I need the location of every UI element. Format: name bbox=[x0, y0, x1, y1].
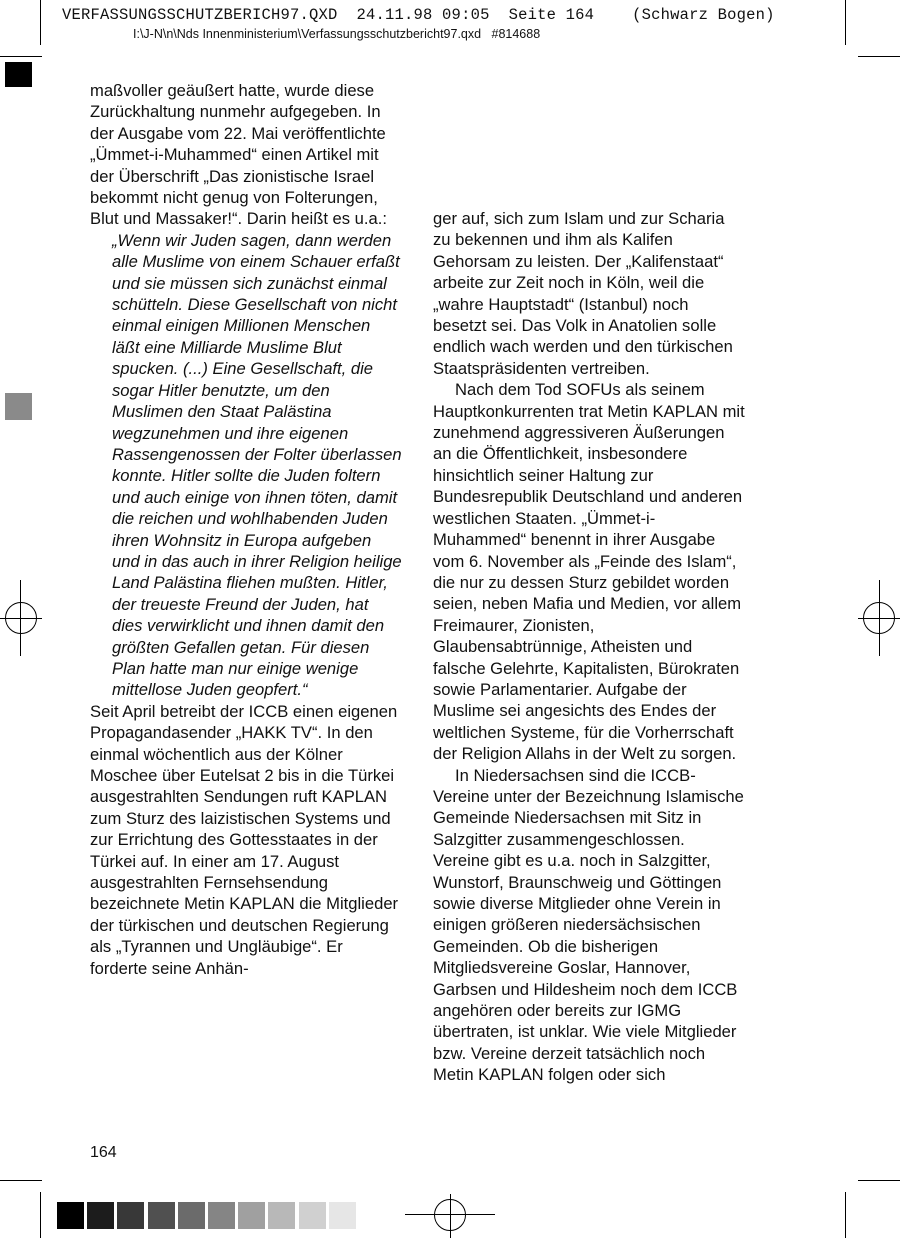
gray-swatch bbox=[238, 1202, 265, 1229]
page-number: 164 bbox=[90, 1144, 117, 1161]
left-text-column bbox=[90, 80, 402, 979]
crop-mark-bottom-right-v bbox=[845, 1192, 846, 1238]
gray-swatch bbox=[178, 1202, 205, 1229]
gray-swatch bbox=[208, 1202, 235, 1229]
gray-swatch bbox=[148, 1202, 175, 1229]
gray-swatch bbox=[329, 1202, 356, 1229]
crop-mark-top-left-h bbox=[0, 56, 42, 57]
crop-mark-bottom-left-h bbox=[0, 1180, 42, 1181]
crop-mark-top-right-v bbox=[845, 0, 846, 45]
gray-swatch bbox=[117, 1202, 144, 1229]
block-quote: „Wenn wir Juden sagen, dann werden alle Muslime von einem Schauer erfaßt und sie müssen sich zunächst einmal schütteln. Diese Gesellschaft von nicht einmal einigen Millionen Menschen läßt eine Milliarde Muslime Blut spucken. (...) Eine Gesellschaft, die sogar Hitler benutzte, um den Muslimen den Staat Palästina wegzunehmen und ihre eigenen Rassengenossen der Folter überlassen konnte. Hitler sollte die Juden foltern und auch einige von ihnen töten, damit die reichen und wohlhabenden Juden ihren Wohnsitz in Europa aufgeben und in das auch in ihrer Religion heilige Land Palästina fliehen mußten. Hitler, der treueste Freund der Juden, hat dies verwirklicht und ihnen damit den größten Gefallen getan. Für diesen Plan hatte man nur einige wenige mittellose Juden geopfert.“ bbox=[112, 230, 402, 700]
paragraph: Seit April betreibt der ICCB einen eigenen Propagandasender „HAKK TV“. In den einmal wöchentlich aus der Kölner Moschee über Eutelsat 2 bis in die Türkei ausgestrahlten Sendungen ruft KAPLAN zum Sturz des laizistischen Systems und zur Errichtung des Gottesstaates in der Türkei auf. In einer am 17. August ausgestrahlten Fernsehsendung bezeichnete Metin KAPLAN die Mitglieder der türkischen und deutschen Regierung als „Tyrannen und Ungläubige“. Er forderte seine Anhän- bbox=[90, 701, 399, 978]
paragraph: maßvoller geäußert hatte, wurde diese Zurückhaltung nunmehr aufgegeben. In der Ausgabe vom 22. Mai veröffentlichte „Ümmet-i-Muhammed“ einen Artikel mit der Überschrift „Das zionistische Israel bekommt nicht genug von Folterungen, Blut und Massaker!“. Darin heißt es u.a.: bbox=[90, 81, 387, 229]
crop-mark-bottom-left-v bbox=[40, 1192, 41, 1238]
registration-mark-right bbox=[858, 580, 900, 656]
crop-mark-bottom-right-h bbox=[858, 1180, 900, 1181]
print-slug-line: VERFASSUNGSSCHUTZBERICH97.QXD 24.11.98 09:05 Seite 164 (Schwarz Bogen) bbox=[62, 6, 775, 24]
registration-mark-left bbox=[0, 580, 42, 656]
gray-swatch bbox=[268, 1202, 295, 1229]
crop-mark-top-left-v bbox=[40, 0, 41, 45]
black-margin-mark bbox=[5, 62, 32, 87]
registration-mark-bottom bbox=[405, 1194, 495, 1238]
gray-swatch bbox=[57, 1202, 84, 1229]
gray-swatch bbox=[299, 1202, 326, 1229]
crop-mark-top-right-h bbox=[858, 56, 900, 57]
paragraph: ger auf, sich zum Islam und zur Scharia zu bekennen und ihm als Kalifen Gehorsam zu leisten. Der „Kalifenstaat“ arbeite zur Zeit noch in Köln, weil die „wahre Hauptstadt“ (Istanbul) noch besetzt sei. Das Volk in Anatolien solle endlich wach werden und den türkischen Staatspräsidenten vertreiben. bbox=[433, 209, 733, 378]
paragraph: In Niedersachsen sind die ICCB-Vereine unter der Bezeichnung Islamische Gemeinde Niedersachsen mit Sitz in Salzgitter zusammengeschlossen. Vereine gibt es u.a. noch in Salzgitter, Wunstorf, Braunschweig und Göttingen sowie diverse Mitglieder ohne Verein in einigen größeren niedersächsischen Gemeinden. Ob die bisherigen Mitgliedsvereine Goslar, Hannover, Garbsen und Hildesheim noch dem ICCB angehören oder bereits zur IGMG übertraten, ist unklar. Wie viele Mitglieder bzw. Vereine derzeit tatsächlich noch Metin KAPLAN folgen oder sich bbox=[433, 765, 744, 1085]
paragraph: Nach dem Tod SOFUs als seinem Hauptkonkurrenten trat Metin KAPLAN mit zunehmend aggressiveren Äußerungen an die Öffentlichkeit, insbesondere hinsichtlich seiner Haltung zur Bundesrepublik Deutschland und anderen westlichen Staaten. „Ümmet-i-Muhammed“ benennt in ihrer Ausgabe vom 6. November als „Feinde des Islam“, die nur zu dessen Sturz gebildet worden seien, neben Mafia und Medien, vor allem Freimaurer, Zionisten, Glaubensabtrünnige, Atheisten und falsche Gelehrte, Kapitalisten, Bürokraten sowie Parlamentarier. Aufgabe der Muslime sei angesichts des Endes der weltlichen Systeme, für die Vorherrschaft der Religion Allahs in der Welt zu sorgen. bbox=[433, 380, 745, 764]
right-text-column bbox=[433, 208, 745, 1086]
gray-swatch bbox=[87, 1202, 114, 1229]
gray-margin-mark bbox=[5, 393, 32, 420]
file-path-line: I:\J-N\n\Nds Innenministerium\Verfassungsschutzbericht97.qxd #814688 bbox=[133, 27, 541, 41]
